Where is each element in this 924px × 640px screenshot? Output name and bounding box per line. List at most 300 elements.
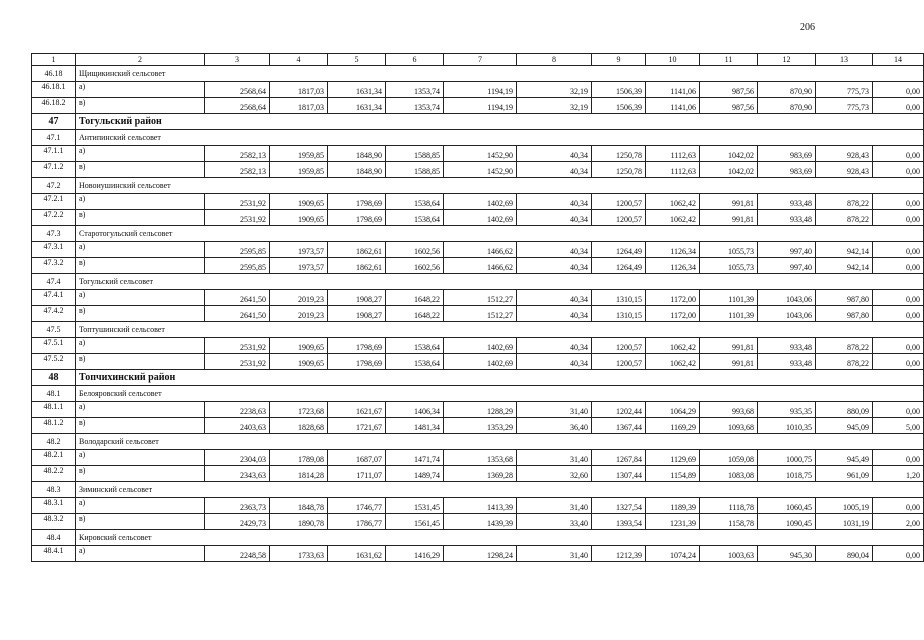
- column-number-header: 14: [873, 54, 924, 66]
- value-cell: 31,40: [517, 450, 592, 466]
- row-code: 48.3.1: [32, 498, 76, 514]
- council-name: Топтушинский сельсовет: [76, 322, 924, 338]
- value-cell: 1003,63: [700, 546, 758, 562]
- value-cell: 987,56: [700, 98, 758, 114]
- column-number-header: 8: [517, 54, 592, 66]
- table-row: [32, 82, 924, 98]
- row-label: а): [76, 290, 205, 306]
- row-code: 47.5.1: [32, 338, 76, 354]
- value-cell: 2363,73: [205, 498, 270, 514]
- value-cell: 1512,27: [444, 306, 517, 322]
- value-cell: 2304,03: [205, 450, 270, 466]
- value-cell: 0,00: [873, 98, 924, 114]
- row-label: а): [76, 146, 205, 162]
- value-cell: 1129,69: [646, 450, 700, 466]
- column-number-header: 2: [76, 54, 205, 66]
- value-cell: 1538,64: [386, 354, 444, 370]
- value-cell: 1055,73: [700, 258, 758, 274]
- value-cell: 0,00: [873, 338, 924, 354]
- council-name: Новоиушинский сельсовет: [76, 178, 924, 194]
- table-row: [32, 290, 924, 306]
- value-cell: 1862,61: [328, 242, 386, 258]
- value-cell: 1828,68: [270, 418, 328, 434]
- value-cell: 1506,39: [592, 98, 646, 114]
- row-code: 47.1.2: [32, 162, 76, 178]
- value-cell: 1126,34: [646, 258, 700, 274]
- value-cell: 40,34: [517, 290, 592, 306]
- row-label: а): [76, 338, 205, 354]
- value-cell: 1367,44: [592, 418, 646, 434]
- value-cell: 1288,29: [444, 402, 517, 418]
- value-cell: 2019,23: [270, 290, 328, 306]
- row-label: в): [76, 306, 205, 322]
- row-code: 47.3.2: [32, 258, 76, 274]
- value-cell: 987,80: [816, 306, 873, 322]
- row-label: в): [76, 210, 205, 226]
- value-cell: 933,48: [758, 354, 816, 370]
- value-cell: 1062,42: [646, 354, 700, 370]
- row-code: 48.1.2: [32, 418, 76, 434]
- value-cell: 32,19: [517, 98, 592, 114]
- value-cell: 1112,63: [646, 162, 700, 178]
- value-cell: 2595,85: [205, 242, 270, 258]
- council-row: [32, 322, 924, 338]
- value-cell: 0,00: [873, 194, 924, 210]
- value-cell: 997,40: [758, 258, 816, 274]
- value-cell: 1083,08: [700, 466, 758, 482]
- value-cell: 991,81: [700, 338, 758, 354]
- value-cell: 1466,62: [444, 242, 517, 258]
- value-cell: 1200,57: [592, 210, 646, 226]
- row-code: 46.18.2: [32, 98, 76, 114]
- row-code: 48.1: [32, 386, 76, 402]
- table-row: [32, 466, 924, 482]
- row-code: 48.2.2: [32, 466, 76, 482]
- value-cell: 1118,78: [700, 498, 758, 514]
- value-cell: 1723,68: [270, 402, 328, 418]
- value-cell: 1194,19: [444, 82, 517, 98]
- value-cell: 2343,63: [205, 466, 270, 482]
- value-cell: 1074,24: [646, 546, 700, 562]
- table-row: [32, 450, 924, 466]
- value-cell: 1439,39: [444, 514, 517, 530]
- value-cell: 1231,39: [646, 514, 700, 530]
- value-cell: 1402,69: [444, 354, 517, 370]
- value-cell: 1200,57: [592, 354, 646, 370]
- value-cell: 1200,57: [592, 338, 646, 354]
- value-cell: 1250,78: [592, 162, 646, 178]
- page-number: 206: [800, 22, 815, 33]
- value-cell: 1489,74: [386, 466, 444, 482]
- value-cell: 2568,64: [205, 82, 270, 98]
- council-name: Старотогульский сельсовет: [76, 226, 924, 242]
- value-cell: 1064,29: [646, 402, 700, 418]
- value-cell: 2531,92: [205, 210, 270, 226]
- value-cell: 1798,69: [328, 194, 386, 210]
- table-row: [32, 210, 924, 226]
- value-cell: 870,90: [758, 98, 816, 114]
- value-cell: 878,22: [816, 210, 873, 226]
- value-cell: 1416,29: [386, 546, 444, 562]
- column-number-header: 1: [32, 54, 76, 66]
- value-cell: 983,69: [758, 146, 816, 162]
- district-row: [32, 114, 924, 130]
- value-cell: 1848,78: [270, 498, 328, 514]
- value-cell: 32,60: [517, 466, 592, 482]
- value-cell: 1413,39: [444, 498, 517, 514]
- value-cell: 991,81: [700, 354, 758, 370]
- value-cell: 1172,00: [646, 306, 700, 322]
- council-row: [32, 130, 924, 146]
- value-cell: 1466,62: [444, 258, 517, 274]
- row-label: в): [76, 162, 205, 178]
- column-number-header: 10: [646, 54, 700, 66]
- value-cell: 1101,39: [700, 290, 758, 306]
- value-cell: 31,40: [517, 402, 592, 418]
- value-cell: 1959,85: [270, 146, 328, 162]
- value-cell: 2429,73: [205, 514, 270, 530]
- row-code: 48.3.2: [32, 514, 76, 530]
- value-cell: 1250,78: [592, 146, 646, 162]
- value-cell: 0,00: [873, 290, 924, 306]
- row-code: 47.2.1: [32, 194, 76, 210]
- value-cell: 1506,39: [592, 82, 646, 98]
- table-row: [32, 514, 924, 530]
- value-cell: 1909,65: [270, 210, 328, 226]
- column-number-header: 12: [758, 54, 816, 66]
- row-code: 47.1: [32, 130, 76, 146]
- row-code: 48: [32, 370, 76, 386]
- value-cell: 1141,06: [646, 98, 700, 114]
- row-code: 48.3: [32, 482, 76, 498]
- value-cell: 1154,89: [646, 466, 700, 482]
- value-cell: 1471,74: [386, 450, 444, 466]
- value-cell: 1959,85: [270, 162, 328, 178]
- value-cell: 1327,54: [592, 498, 646, 514]
- value-cell: 880,09: [816, 402, 873, 418]
- council-name: Щищикинский сельсовет: [76, 66, 924, 82]
- value-cell: 1862,61: [328, 258, 386, 274]
- table-row: [32, 194, 924, 210]
- column-number-header: 11: [700, 54, 758, 66]
- row-code: 48.4.1: [32, 546, 76, 562]
- table-row: [32, 146, 924, 162]
- council-name: Володарский сельсовет: [76, 434, 924, 450]
- value-cell: 1973,57: [270, 242, 328, 258]
- value-cell: 961,09: [816, 466, 873, 482]
- value-cell: 1452,90: [444, 162, 517, 178]
- value-cell: 1817,03: [270, 98, 328, 114]
- value-cell: 1798,69: [328, 338, 386, 354]
- value-cell: 36,40: [517, 418, 592, 434]
- header-row: [32, 54, 924, 66]
- value-cell: 1538,64: [386, 194, 444, 210]
- value-cell: 890,04: [816, 546, 873, 562]
- row-code: 47: [32, 114, 76, 130]
- value-cell: 1353,74: [386, 82, 444, 98]
- value-cell: 1621,67: [328, 402, 386, 418]
- column-number-header: 13: [816, 54, 873, 66]
- value-cell: 0,00: [873, 82, 924, 98]
- value-cell: 1212,39: [592, 546, 646, 562]
- column-number-header: 9: [592, 54, 646, 66]
- value-cell: 1908,27: [328, 290, 386, 306]
- value-cell: 2531,92: [205, 338, 270, 354]
- value-cell: 1908,27: [328, 306, 386, 322]
- value-cell: 0,00: [873, 242, 924, 258]
- table-row: [32, 258, 924, 274]
- value-cell: 1973,57: [270, 258, 328, 274]
- row-code: 47.2.2: [32, 210, 76, 226]
- council-row: [32, 226, 924, 242]
- value-cell: 935,35: [758, 402, 816, 418]
- value-cell: 1043,06: [758, 306, 816, 322]
- value-cell: 1169,29: [646, 418, 700, 434]
- value-cell: 1538,64: [386, 338, 444, 354]
- value-cell: 1531,45: [386, 498, 444, 514]
- value-cell: 1746,77: [328, 498, 386, 514]
- council-row: [32, 386, 924, 402]
- value-cell: 1310,15: [592, 290, 646, 306]
- value-cell: 0,00: [873, 162, 924, 178]
- value-cell: 1631,34: [328, 82, 386, 98]
- value-cell: 997,40: [758, 242, 816, 258]
- value-cell: 1909,65: [270, 354, 328, 370]
- value-cell: 1406,34: [386, 402, 444, 418]
- value-cell: 1848,90: [328, 146, 386, 162]
- value-cell: 1018,75: [758, 466, 816, 482]
- value-cell: 878,22: [816, 354, 873, 370]
- value-cell: 0,00: [873, 146, 924, 162]
- value-cell: 942,14: [816, 242, 873, 258]
- value-cell: 983,69: [758, 162, 816, 178]
- value-cell: 1172,00: [646, 290, 700, 306]
- value-cell: 1711,07: [328, 466, 386, 482]
- value-cell: 1,20: [873, 466, 924, 482]
- value-cell: 1060,45: [758, 498, 816, 514]
- value-cell: 1909,65: [270, 194, 328, 210]
- district-name: Тогульский район: [76, 114, 924, 130]
- council-name: Зиминский сельсовет: [76, 482, 924, 498]
- value-cell: 1042,02: [700, 162, 758, 178]
- value-cell: 1298,24: [444, 546, 517, 562]
- council-name: Белояровский сельсовет: [76, 386, 924, 402]
- value-cell: 1062,42: [646, 338, 700, 354]
- value-cell: 1353,74: [386, 98, 444, 114]
- value-cell: 933,48: [758, 338, 816, 354]
- value-cell: 1814,28: [270, 466, 328, 482]
- value-cell: 1264,49: [592, 258, 646, 274]
- value-cell: 2019,23: [270, 306, 328, 322]
- value-cell: 1353,68: [444, 450, 517, 466]
- value-cell: 40,34: [517, 258, 592, 274]
- value-cell: 40,34: [517, 162, 592, 178]
- row-code: 47.4: [32, 274, 76, 290]
- value-cell: 1648,22: [386, 306, 444, 322]
- value-cell: 1059,08: [700, 450, 758, 466]
- value-cell: 1588,85: [386, 162, 444, 178]
- value-cell: 2582,13: [205, 146, 270, 162]
- council-row: [32, 530, 924, 546]
- row-label: в): [76, 514, 205, 530]
- value-cell: 1042,02: [700, 146, 758, 162]
- value-cell: 1602,56: [386, 258, 444, 274]
- value-cell: 1789,08: [270, 450, 328, 466]
- value-cell: 1512,27: [444, 290, 517, 306]
- value-cell: 1481,34: [386, 418, 444, 434]
- row-label: в): [76, 466, 205, 482]
- value-cell: 2568,64: [205, 98, 270, 114]
- value-cell: 1010,35: [758, 418, 816, 434]
- value-cell: 1310,15: [592, 306, 646, 322]
- row-label: в): [76, 354, 205, 370]
- value-cell: 1189,39: [646, 498, 700, 514]
- value-cell: 2641,50: [205, 290, 270, 306]
- value-cell: 1369,28: [444, 466, 517, 482]
- value-cell: 928,43: [816, 162, 873, 178]
- table-row: [32, 354, 924, 370]
- row-code: 47.1.1: [32, 146, 76, 162]
- value-cell: 945,30: [758, 546, 816, 562]
- value-cell: 1005,19: [816, 498, 873, 514]
- row-label: а): [76, 242, 205, 258]
- table-row: [32, 98, 924, 114]
- value-cell: 1687,07: [328, 450, 386, 466]
- value-cell: 928,43: [816, 146, 873, 162]
- value-cell: 991,81: [700, 194, 758, 210]
- row-label: а): [76, 402, 205, 418]
- council-row: [32, 434, 924, 450]
- value-cell: 40,34: [517, 146, 592, 162]
- value-cell: 1798,69: [328, 354, 386, 370]
- row-code: 46.18: [32, 66, 76, 82]
- value-cell: 987,80: [816, 290, 873, 306]
- value-cell: 1648,22: [386, 290, 444, 306]
- value-cell: 2531,92: [205, 194, 270, 210]
- value-cell: 1353,29: [444, 418, 517, 434]
- council-row: [32, 482, 924, 498]
- value-cell: 1126,34: [646, 242, 700, 258]
- value-cell: 1393,54: [592, 514, 646, 530]
- value-cell: 0,00: [873, 354, 924, 370]
- value-cell: 1602,56: [386, 242, 444, 258]
- council-name: Антипинский сельсовет: [76, 130, 924, 146]
- table-row: [32, 402, 924, 418]
- value-cell: 1055,73: [700, 242, 758, 258]
- value-cell: 1158,78: [700, 514, 758, 530]
- value-cell: 1631,34: [328, 98, 386, 114]
- value-cell: 1538,64: [386, 210, 444, 226]
- value-cell: 31,40: [517, 498, 592, 514]
- table-body: [32, 54, 924, 562]
- value-cell: 1848,90: [328, 162, 386, 178]
- value-cell: 878,22: [816, 338, 873, 354]
- value-cell: 32,19: [517, 82, 592, 98]
- row-code: 47.4.1: [32, 290, 76, 306]
- value-cell: 987,56: [700, 82, 758, 98]
- value-cell: 1043,06: [758, 290, 816, 306]
- value-cell: 1786,77: [328, 514, 386, 530]
- value-cell: 878,22: [816, 194, 873, 210]
- council-name: Тогульский сельсовет: [76, 274, 924, 290]
- value-cell: 933,48: [758, 194, 816, 210]
- table-row: [32, 242, 924, 258]
- row-code: 47.2: [32, 178, 76, 194]
- column-number-header: 6: [386, 54, 444, 66]
- value-cell: 1031,19: [816, 514, 873, 530]
- row-label: а): [76, 82, 205, 98]
- value-cell: 1090,45: [758, 514, 816, 530]
- council-row: [32, 66, 924, 82]
- value-cell: 1588,85: [386, 146, 444, 162]
- row-code: 47.5.2: [32, 354, 76, 370]
- value-cell: 933,48: [758, 210, 816, 226]
- value-cell: 40,34: [517, 338, 592, 354]
- value-cell: 1141,06: [646, 82, 700, 98]
- value-cell: 1093,68: [700, 418, 758, 434]
- value-cell: 0,00: [873, 546, 924, 562]
- value-cell: 40,34: [517, 306, 592, 322]
- value-cell: 40,34: [517, 354, 592, 370]
- table-row: [32, 162, 924, 178]
- value-cell: 775,73: [816, 98, 873, 114]
- row-label: а): [76, 498, 205, 514]
- column-number-header: 5: [328, 54, 386, 66]
- council-name: Кировский сельсовет: [76, 530, 924, 546]
- value-cell: 0,00: [873, 498, 924, 514]
- value-cell: 33,40: [517, 514, 592, 530]
- value-cell: 942,14: [816, 258, 873, 274]
- value-cell: 1264,49: [592, 242, 646, 258]
- value-cell: 991,81: [700, 210, 758, 226]
- row-code: 46.18.1: [32, 82, 76, 98]
- value-cell: 1267,84: [592, 450, 646, 466]
- value-cell: 2238,63: [205, 402, 270, 418]
- value-cell: 1402,69: [444, 194, 517, 210]
- district-row: [32, 370, 924, 386]
- value-cell: 945,09: [816, 418, 873, 434]
- value-cell: 1817,03: [270, 82, 328, 98]
- value-cell: 2595,85: [205, 258, 270, 274]
- table-row: [32, 498, 924, 514]
- table-row: [32, 546, 924, 562]
- row-code: 48.2.1: [32, 450, 76, 466]
- row-code: 47.4.2: [32, 306, 76, 322]
- value-cell: 1202,44: [592, 402, 646, 418]
- value-cell: 2,00: [873, 514, 924, 530]
- column-number-header: 3: [205, 54, 270, 66]
- value-cell: 1062,42: [646, 194, 700, 210]
- value-cell: 1101,39: [700, 306, 758, 322]
- row-label: в): [76, 418, 205, 434]
- value-cell: 1452,90: [444, 146, 517, 162]
- row-code: 48.4: [32, 530, 76, 546]
- row-code: 47.3.1: [32, 242, 76, 258]
- value-cell: 1631,62: [328, 546, 386, 562]
- value-cell: 1561,45: [386, 514, 444, 530]
- value-cell: 1402,69: [444, 210, 517, 226]
- value-cell: 1798,69: [328, 210, 386, 226]
- row-label: а): [76, 450, 205, 466]
- value-cell: 945,49: [816, 450, 873, 466]
- value-cell: 1112,63: [646, 146, 700, 162]
- value-cell: 2582,13: [205, 162, 270, 178]
- tariff-table: [31, 53, 924, 562]
- value-cell: 2248,58: [205, 546, 270, 562]
- value-cell: 1721,67: [328, 418, 386, 434]
- row-label: в): [76, 98, 205, 114]
- value-cell: 993,68: [700, 402, 758, 418]
